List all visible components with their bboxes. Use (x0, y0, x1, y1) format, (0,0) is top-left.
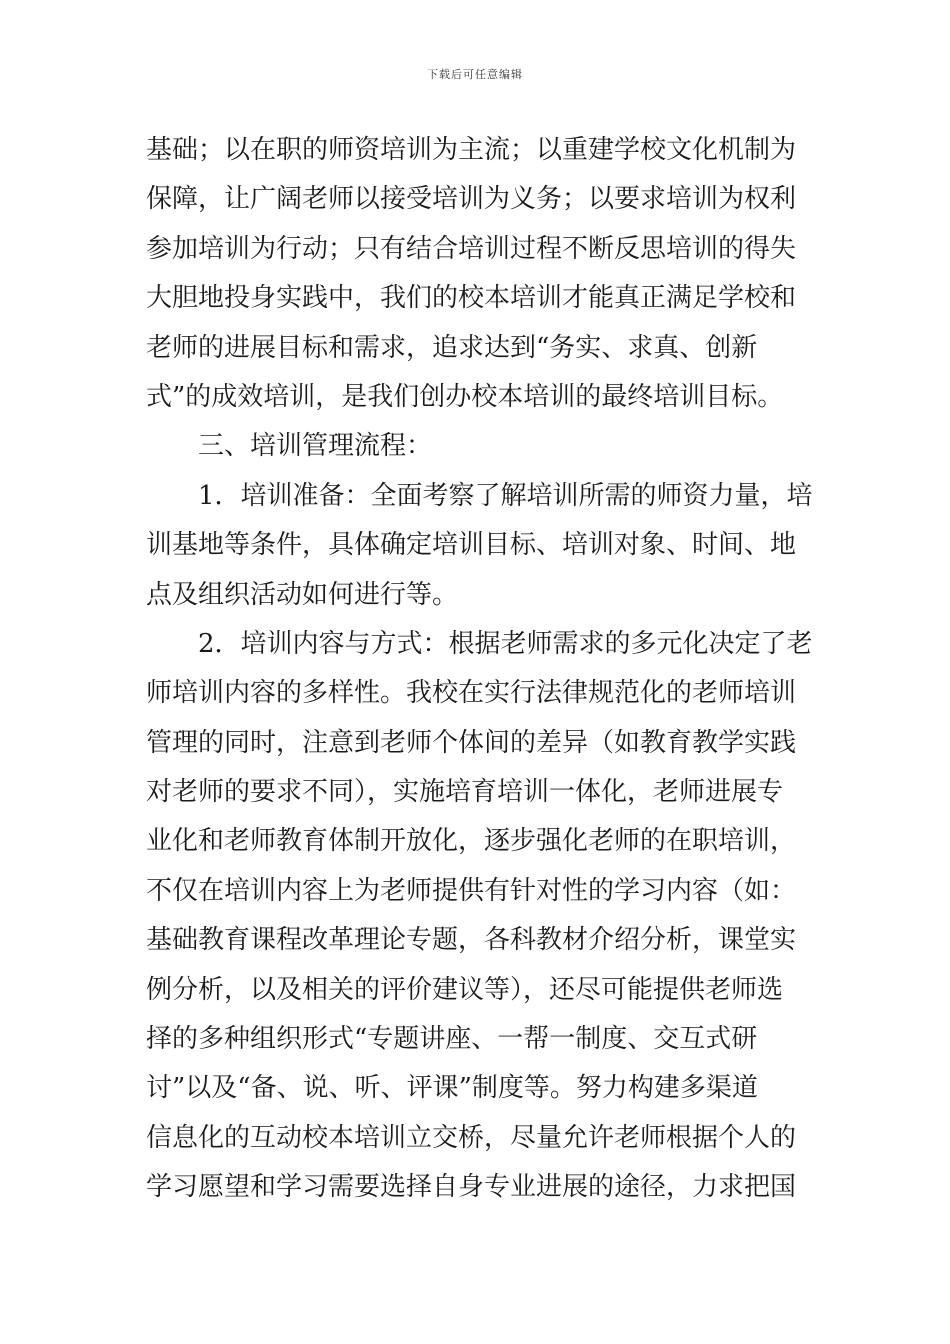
text-line: 师培训内容的多样性。我校在实行法律规范化的老师培训 (146, 678, 797, 709)
text-line: 式”的成效培训，是我们创办校本培训的最终培训目标。 (146, 381, 784, 412)
text-line: 点及组织活动如何进行等。 (146, 579, 459, 610)
text-line: 大胆地投身实践中，我们的校本培训才能真正满足学校和 (146, 283, 797, 314)
text-line: 学习愿望和学习需要选择自身专业进展的途径，力求把国 (146, 1172, 797, 1203)
text-line: 参加培训为行动；只有结合培训过程不断反思培训的得失 (146, 233, 797, 264)
text-line: 例分析，以及相关的评价建议等），还尽可能提供老师选 (146, 974, 784, 1005)
section-heading: 三、培训管理流程： (198, 431, 433, 462)
text-line: 业化和老师教育体制开放化，逐步强化老师的在职培训， (146, 826, 797, 857)
text-line: 训基地等条件，具体确定培训目标、培训对象、时间、地 (146, 530, 797, 561)
text-line: 信息化的互动校本培训立交桥，尽量允许老师根据个人的 (146, 1122, 797, 1153)
document-body (146, 126, 813, 1213)
text-line: 对老师的要求不同），实施培育培训一体化，老师进展专 (146, 777, 784, 808)
text-line: 基础；以在职的师资培训为主流；以重建学校文化机制为 (146, 135, 797, 165)
text-line: 管理的同时，注意到老师个体间的差异（如教育教学实践 (146, 727, 797, 758)
text-line: 2．培训内容与方式：根据老师需求的多元化决定了老 (198, 628, 813, 659)
header-note: 下载后可任意编辑 (427, 68, 523, 81)
text-line: 保障，让广阔老师以接受培训为义务；以要求培训为权利 (146, 184, 797, 215)
text-line: 讨”以及“备、说、听、评课”制度等。努力构建多渠道 (146, 1073, 758, 1104)
text-line: 不仅在培训内容上为老师提供有针对性的学习内容（如： (146, 875, 797, 906)
text-line: 1．培训准备：全面考察了解培训所需的师资力量，培 (198, 480, 813, 511)
text-line: 基础教育课程改革理论专题，各科教材介绍分析，课堂实 (146, 925, 797, 956)
text-line: 老师的进展目标和需求，追求达到“务实、求真、创新 (146, 332, 758, 363)
text-line: 择的多种组织形式“专题讲座、一帮一制度、交互式研 (146, 1024, 758, 1055)
